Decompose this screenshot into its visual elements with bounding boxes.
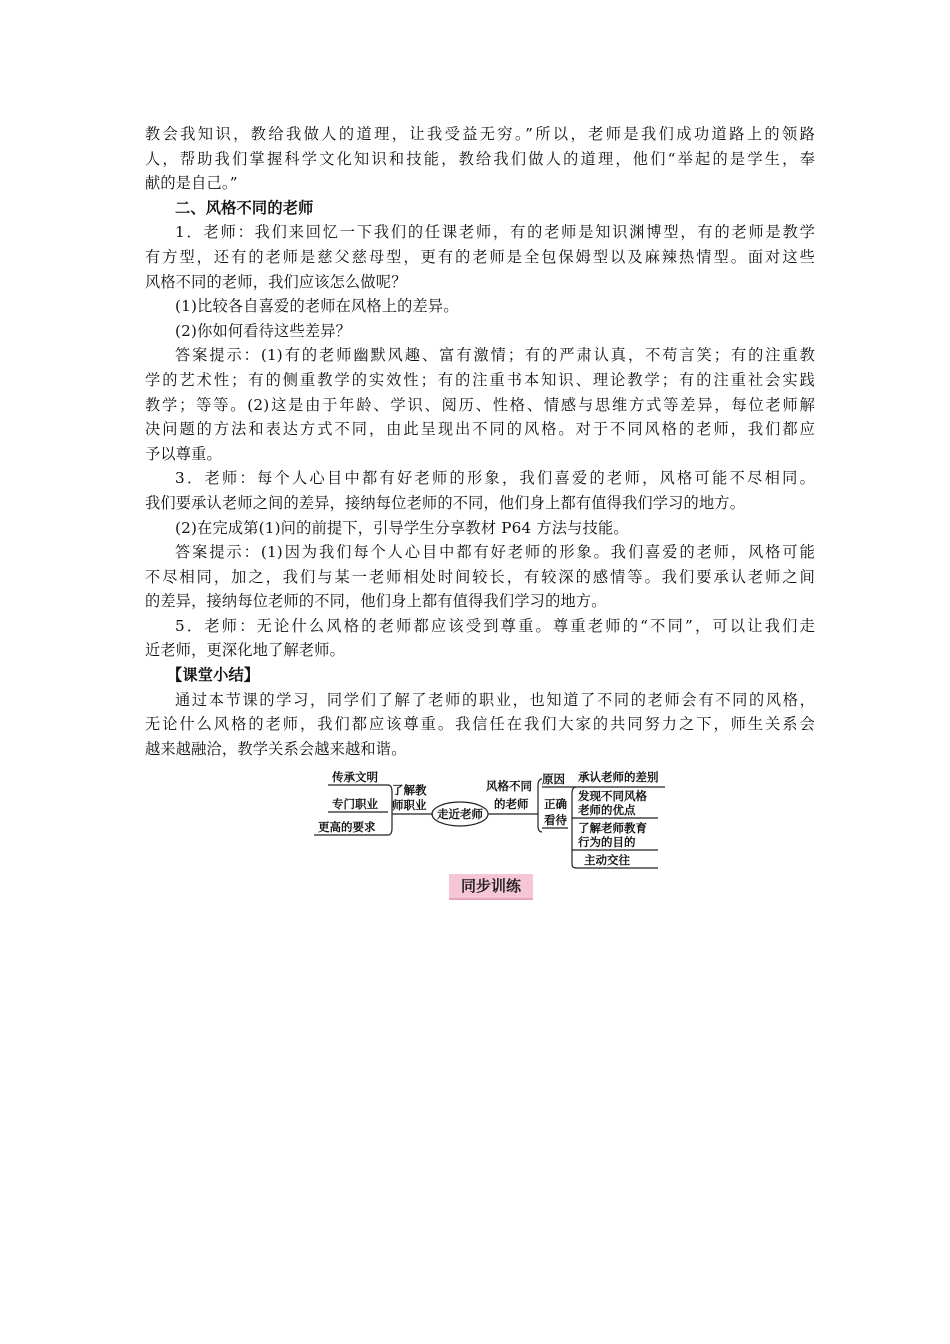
text-line: 1．老师：我们来回忆一下我们的任课老师，有的老师是知识渊博型，有的老师是教学 xyxy=(175,223,815,242)
mindmap-item: 行为的目的 xyxy=(578,835,636,849)
bracket xyxy=(538,779,542,832)
mindmap-branch: 风格不同 xyxy=(486,779,532,793)
mindmap-item: 老师的优点 xyxy=(578,803,636,817)
mindmap-item: 更高的要求 xyxy=(318,820,376,834)
bracket xyxy=(572,787,576,868)
mindmap-item: 了解老师教育 xyxy=(578,821,647,835)
text-line: 我们要承认老师之间的差异，接纳每位老师的不同，他们身上都有值得我们学习的地方。 xyxy=(145,493,746,512)
section-banner: 同步训练 xyxy=(449,874,533,900)
document-body xyxy=(145,122,815,761)
text-line: 学的艺术性；有的侧重教学的实效性；有的注重书本知识、理论教学；有的注重社会实践 xyxy=(145,370,815,389)
mindmap-item: 承认老师的差别 xyxy=(578,770,659,784)
text-line: 风格不同的老师，我们应该怎么做呢？ xyxy=(145,272,407,291)
text-line: 教学；等等。(2)这是由于年龄、学识、阅历、性格、情感与思维方式等差异，每位老师解 xyxy=(145,395,815,414)
mindmap-branch: 的老师 xyxy=(494,797,529,811)
mindmap-branch: 了解教 xyxy=(392,783,427,797)
text-line: 教会我知识，教给我做人的道理，让我受益无穷。”所以，老师是我们成功道路上的领路 xyxy=(145,125,815,143)
text-line: (2)你如何看待这些差异？ xyxy=(175,321,351,340)
mindmap-item: 传承文明 xyxy=(332,770,378,784)
text-line: 的差异，接纳每位老师的不同，他们身上都有值得我们学习的地方。 xyxy=(145,592,607,611)
text-line: 通过本节课的学习，同学们了解了老师的职业，也知道了不同的老师会有不同的风格， xyxy=(175,690,815,709)
mindmap-item: 主动交往 xyxy=(584,853,630,867)
center-label: 走近老师 xyxy=(437,807,483,821)
text-line: (1)比较各自喜爱的老师在风格上的差异。 xyxy=(175,297,459,316)
text-line: 予以尊重。 xyxy=(145,444,222,463)
text-line: 人，帮助我们掌握科学文化知识和技能，教给我们做人的道理，他们“举起的是学生，奉 xyxy=(145,149,815,168)
mindmap-sub: 原因 xyxy=(542,772,565,786)
mindmap-item: 专门职业 xyxy=(332,797,378,811)
text-line: 无论什么风格的老师，我们都应该尊重。我信任在我们大家的共同努力之下，师生关系会 xyxy=(145,715,815,734)
text-line: 答案提示：(1)有的老师幽默风趣、富有激情；有的严肃认真，不苟言笑；有的注重教 xyxy=(175,346,815,365)
section-heading: 【课堂小结】 xyxy=(167,666,260,685)
text-line: 答案提示：(1)因为我们每个人心目中都有好老师的形象。我们喜爱的老师，风格可能 xyxy=(175,543,815,562)
text-line: 越来越融洽，教学关系会越来越和谐。 xyxy=(145,739,407,758)
mindmap-item: 发现不同风格 xyxy=(578,789,647,803)
mindmap-sub: 看待 xyxy=(544,813,567,827)
text-line: 5．老师：无论什么风格的老师都应该受到尊重。尊重老师的“不同”，可以让我们走 xyxy=(175,616,815,635)
text-line: (2)在完成第(1)问的前提下，引导学生分享教材 P64 方法与技能。 xyxy=(175,518,629,537)
text-line: 献的是自己。” xyxy=(145,174,238,193)
mindmap-sub: 正确 xyxy=(544,797,567,811)
text-line: 近老师，更深化地了解老师。 xyxy=(145,641,346,660)
section-heading: 二、风格不同的老师 xyxy=(175,198,314,217)
text-line: 有方型，还有的老师是慈父慈母型，更有的老师是全包保姆型以及麻辣热情型。面对这些 xyxy=(145,247,815,266)
text-line: 不尽相同，加之，我们与某一老师相处时间较长，有较深的感情等。我们要承认老师之间 xyxy=(145,567,815,586)
mind-map xyxy=(300,768,670,873)
mindmap-branch: 师职业 xyxy=(392,798,427,812)
text-line: 3．老师：每个人心目中都有好老师的形象，我们喜爱的老师，风格可能不尽相同。 xyxy=(175,469,815,488)
text-line: 决问题的方法和表达方式不同，由此呈现出不同的风格。对于不同风格的老师，我们都应 xyxy=(145,420,815,439)
